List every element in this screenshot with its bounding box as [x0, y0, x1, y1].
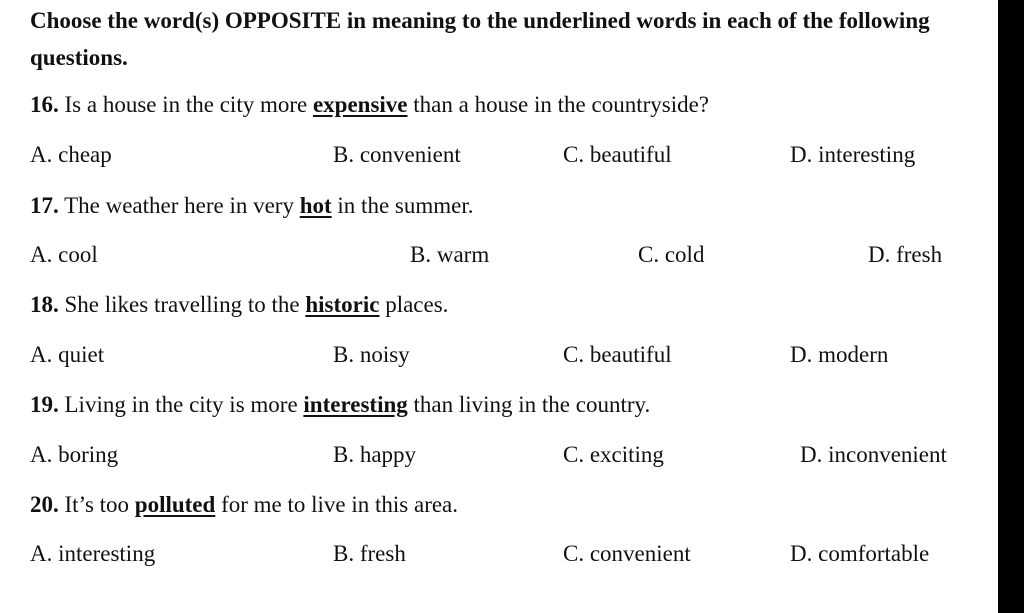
question-number: 17. — [30, 193, 59, 218]
option-d[interactable]: D. fresh — [868, 242, 943, 267]
question-text-before: The weather here in very — [58, 193, 300, 218]
option-d[interactable]: D. modern — [790, 342, 889, 367]
option-a[interactable]: A. cool — [30, 242, 98, 267]
option-a[interactable]: A. quiet — [30, 342, 105, 367]
underlined-word: hot — [299, 193, 332, 218]
option-a[interactable]: A. interesting — [30, 541, 156, 566]
option-c[interactable]: C. beautiful — [563, 342, 672, 367]
question-text-after: than a house in the countryside? — [407, 92, 710, 117]
page-edge — [998, 0, 1024, 613]
question-17 — [30, 191, 474, 221]
underlined-word: polluted — [134, 492, 216, 517]
question-text-after: in the summer. — [331, 193, 474, 218]
option-a[interactable]: A. cheap — [30, 142, 112, 167]
option-c[interactable]: C. cold — [638, 242, 705, 267]
question-19 — [30, 390, 650, 420]
underlined-word: interesting — [303, 392, 408, 417]
option-b[interactable]: B. fresh — [333, 541, 406, 566]
option-b[interactable]: B. warm — [410, 242, 490, 267]
question-text-after: for me to live in this area. — [215, 492, 459, 517]
question-16 — [30, 90, 709, 120]
option-d[interactable]: D. comfortable — [790, 541, 930, 566]
underlined-word: expensive — [312, 92, 408, 117]
question-text-before: Is a house in the city more — [58, 92, 313, 117]
question-text-after: places. — [379, 292, 449, 317]
question-text-before: Living in the city is more — [58, 392, 304, 417]
question-text-after: than living in the country. — [407, 392, 651, 417]
question-number: 16. — [30, 92, 59, 117]
question-text-before: It’s too — [58, 492, 135, 517]
question-18 — [30, 290, 448, 320]
option-b[interactable]: B. happy — [333, 442, 417, 467]
option-d[interactable]: D. inconvenient — [800, 442, 947, 467]
option-c[interactable]: C. convenient — [563, 541, 691, 566]
option-c[interactable]: C. beautiful — [563, 142, 672, 167]
question-number: 20. — [30, 492, 59, 517]
option-b[interactable]: B. noisy — [333, 342, 410, 367]
option-a[interactable]: A. boring — [30, 442, 119, 467]
option-c[interactable]: C. exciting — [563, 442, 664, 467]
question-number: 19. — [30, 392, 59, 417]
option-b[interactable]: B. convenient — [333, 142, 461, 167]
question-text-before: She likes travelling to the — [58, 292, 306, 317]
question-number: 18. — [30, 292, 59, 317]
question-20 — [30, 490, 458, 520]
option-d[interactable]: D. interesting — [790, 142, 916, 167]
underlined-word: historic — [305, 292, 380, 317]
instruction-text: Choose the word(s) OPPOSITE in meaning to the underlined words in each of the following questions. — [30, 8, 930, 70]
